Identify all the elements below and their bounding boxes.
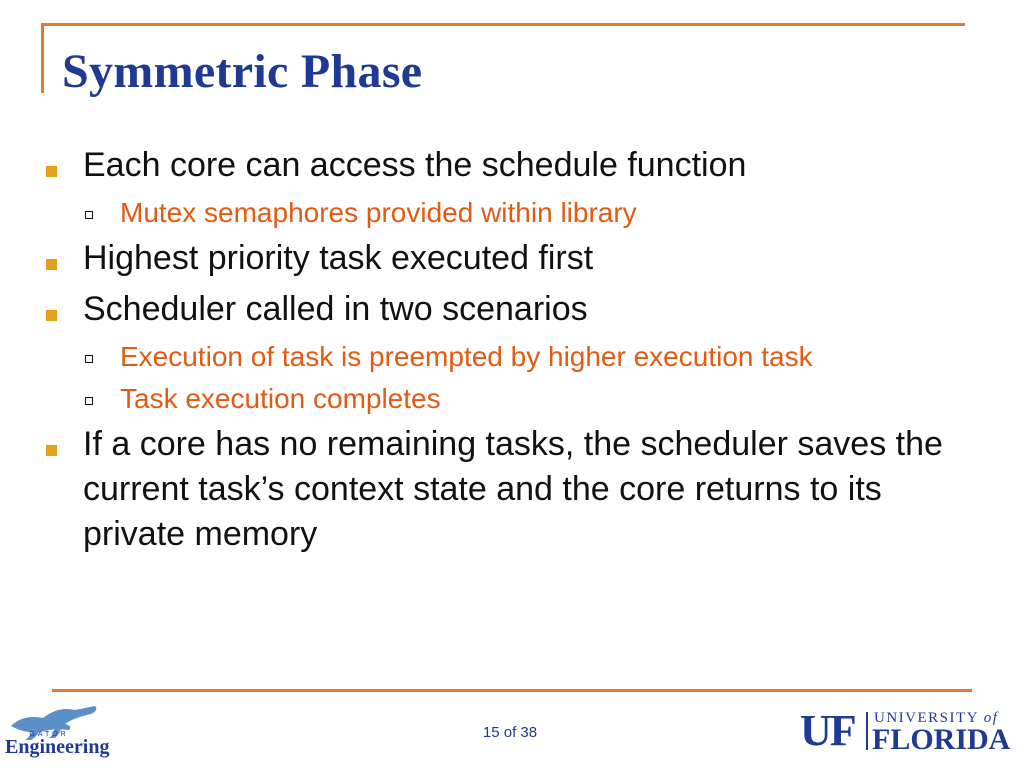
square-bullet-icon: [46, 259, 57, 270]
sub-bullet-item: [44, 194, 1004, 232]
bullet-item: [44, 287, 1004, 332]
sub-bullet-text: Execution of task is preempted by higher execution task: [120, 341, 813, 372]
slide-title: Symmetric Phase: [62, 45, 423, 98]
slide-body: [44, 143, 1004, 563]
bullet-item: [44, 422, 983, 557]
uf-logo-divider: [866, 712, 868, 750]
bullet-text: Scheduler called in two scenarios: [83, 290, 588, 328]
square-bullet-icon: [46, 166, 57, 177]
hollow-square-bullet-icon: [85, 397, 93, 405]
title-accent-bracket: [41, 23, 44, 93]
logo-small-text: GATOR: [29, 731, 69, 738]
bullet-text: Each core can access the schedule function: [83, 146, 747, 184]
bullet-text: Highest priority task executed first: [83, 239, 594, 277]
engineering-wordmark: Engineering: [5, 736, 110, 758]
square-bullet-icon: [46, 445, 57, 456]
uf-florida-label: FLORIDA: [872, 723, 1011, 756]
hollow-square-bullet-icon: [85, 355, 93, 363]
sub-bullet-item: [44, 338, 1004, 376]
title-accent-line: [41, 23, 965, 26]
uf-monogram: UF: [800, 706, 855, 755]
page-number: 15 of 38: [482, 724, 538, 741]
uf-university-label: UNIVERSITY of: [874, 710, 999, 726]
sub-bullet-text: Mutex semaphores provided within library: [120, 197, 637, 228]
sub-bullet-text: Task execution completes: [120, 383, 441, 414]
sub-bullet-item: [44, 380, 1004, 418]
square-bullet-icon: [46, 310, 57, 321]
footer-accent-line: [52, 689, 972, 692]
gator-engineering-logo: [3, 696, 113, 762]
bullet-item: [44, 143, 1004, 188]
uf-logo: [800, 708, 1010, 754]
bullet-text: If a core has no remaining tasks, the scheduler saves the current task’s context state and the core returns to its private memory: [83, 425, 943, 553]
hollow-square-bullet-icon: [85, 211, 93, 219]
bullet-item: [44, 236, 1004, 281]
